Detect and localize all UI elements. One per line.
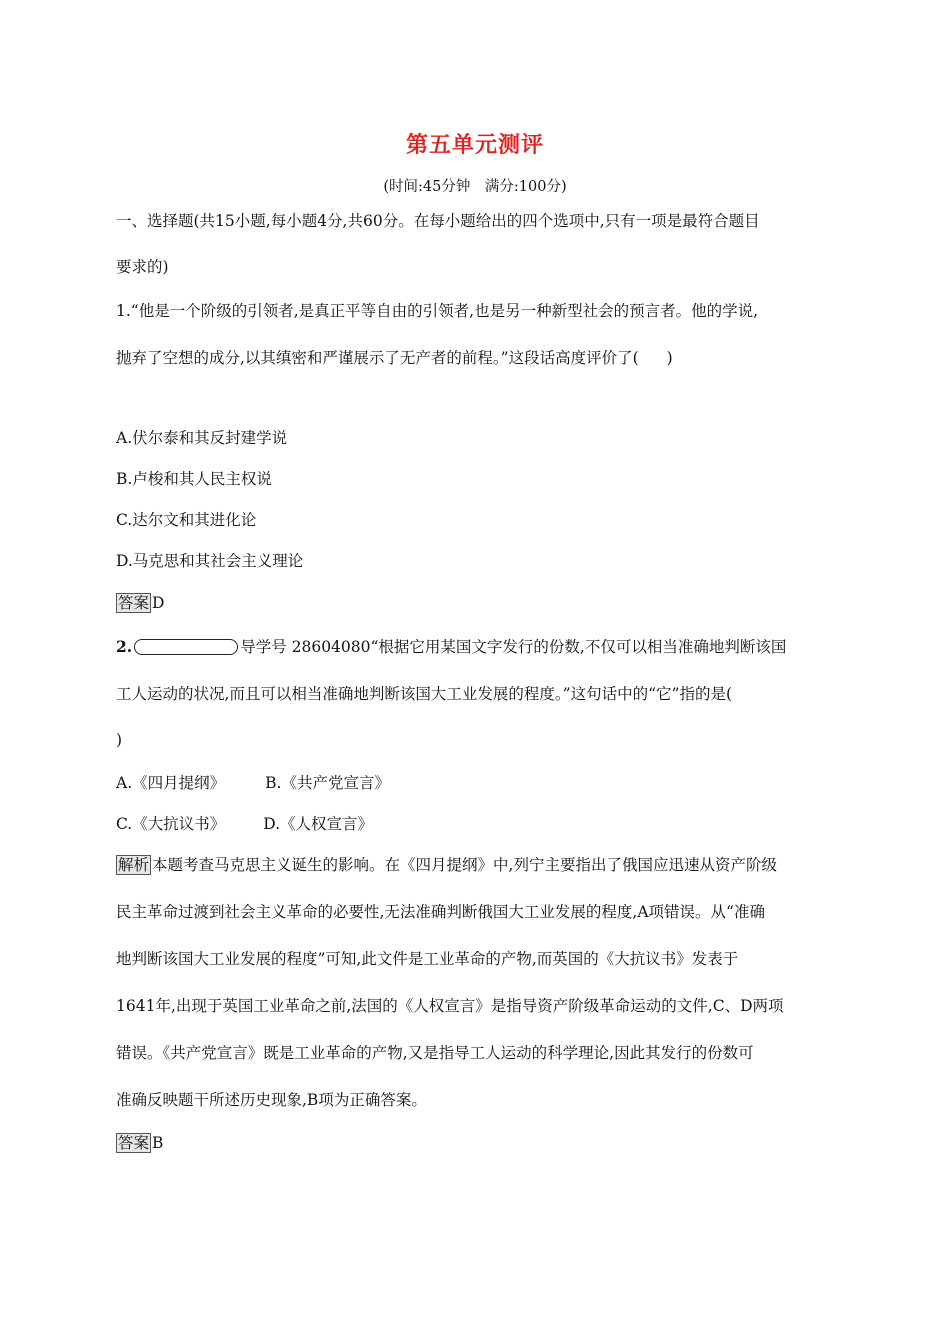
q2-options-row2 — [116, 814, 373, 834]
q2-analysis-line5: 错误。《共产党宣言》既是工业革命的产物,又是指导工人运动的科学理论,因此其发行的份数可 — [116, 1044, 754, 1062]
q2-option-a: A.《四月提纲》 — [116, 774, 226, 792]
q2-analysis-line4: 1641年,出现于英国工业革命之前,法国的《人权宣言》是指导资产阶级革命运动的文件,C、D两项 — [116, 997, 784, 1015]
page-title: 第五单元测评 — [405, 133, 544, 158]
section-heading-line2: 要求的) — [116, 258, 169, 276]
q2-stem-line1 — [116, 637, 786, 657]
q2-options-row1 — [116, 773, 390, 793]
q2-stem-text1: 导学号 28604080“根据它用某国文字发行的份数,不仅可以相当准确地判断该国 — [240, 638, 787, 656]
q2-option-b: B.《共产党宣言》 — [265, 774, 390, 792]
q1-stem-line2 — [116, 348, 673, 368]
q1-stem-text: 抛弃了空想的成分,以其缜密和严谨展示了无产者的前程。”这段话高度评价了( — [116, 349, 639, 367]
q1-option-b: B.卢梭和其人民主权说 — [116, 470, 272, 488]
q2-answer — [116, 1133, 163, 1153]
exam-time-score: (时间:45分钟 满分:100分) — [383, 179, 567, 195]
section-heading-line1: 一、选择题(共15小题,每小题4分,共60分。在每小题给出的四个选项中,只有一项是最符合题目 — [116, 212, 760, 230]
q2-answer-value: B — [152, 1134, 164, 1152]
q1-answer — [116, 593, 164, 613]
analysis-tag: 解析 — [118, 856, 150, 874]
q1-stem-close: ) — [666, 349, 673, 367]
q2-option-c: C.《大抗议书》 — [116, 815, 226, 833]
q2-analysis-line2: 民主革命过渡到社会主义革命的必要性,无法准确判断俄国大工业发展的程度,A项错误。从“准确 — [116, 903, 765, 921]
q1-stem-line1: 1.“他是一个阶级的引领者,是真正平等自由的引领者,也是另一种新型社会的预言者。他的学说, — [116, 302, 758, 320]
q2-stem-line2: 工人运动的状况,而且可以相当准确地判断该国大工业发展的程度。”这句话中的“它”指的是( — [116, 685, 732, 703]
q1-option-d: D.马克思和其社会主义理论 — [116, 552, 304, 570]
q2-analysis-line6: 准确反映题干所述历史现象,B项为正确答案。 — [116, 1091, 427, 1109]
guide-number-badge — [134, 639, 238, 655]
q1-option-a: A.伏尔泰和其反封建学说 — [116, 429, 288, 447]
q1-option-c: C.达尔文和其进化论 — [116, 511, 257, 529]
q1-answer-value: D — [152, 594, 165, 612]
q2-analysis-line3: 地判断该国大工业发展的程度”可知,此文件是工业革命的产物,而英国的《大抗议书》发表于 — [116, 950, 739, 968]
q2-number: 2. — [116, 637, 133, 656]
answer-tag: 答案 — [118, 1134, 150, 1152]
q2-analysis-line1 — [116, 855, 777, 875]
q2-option-d: D.《人权宣言》 — [263, 815, 374, 833]
q2-analysis-text1: 本题考查马克思主义诞生的影响。在《四月提纲》中,列宁主要指出了俄国应迅速从资产阶级 — [152, 856, 777, 874]
answer-tag: 答案 — [118, 594, 150, 612]
q2-stem-line3: ) — [116, 731, 123, 749]
